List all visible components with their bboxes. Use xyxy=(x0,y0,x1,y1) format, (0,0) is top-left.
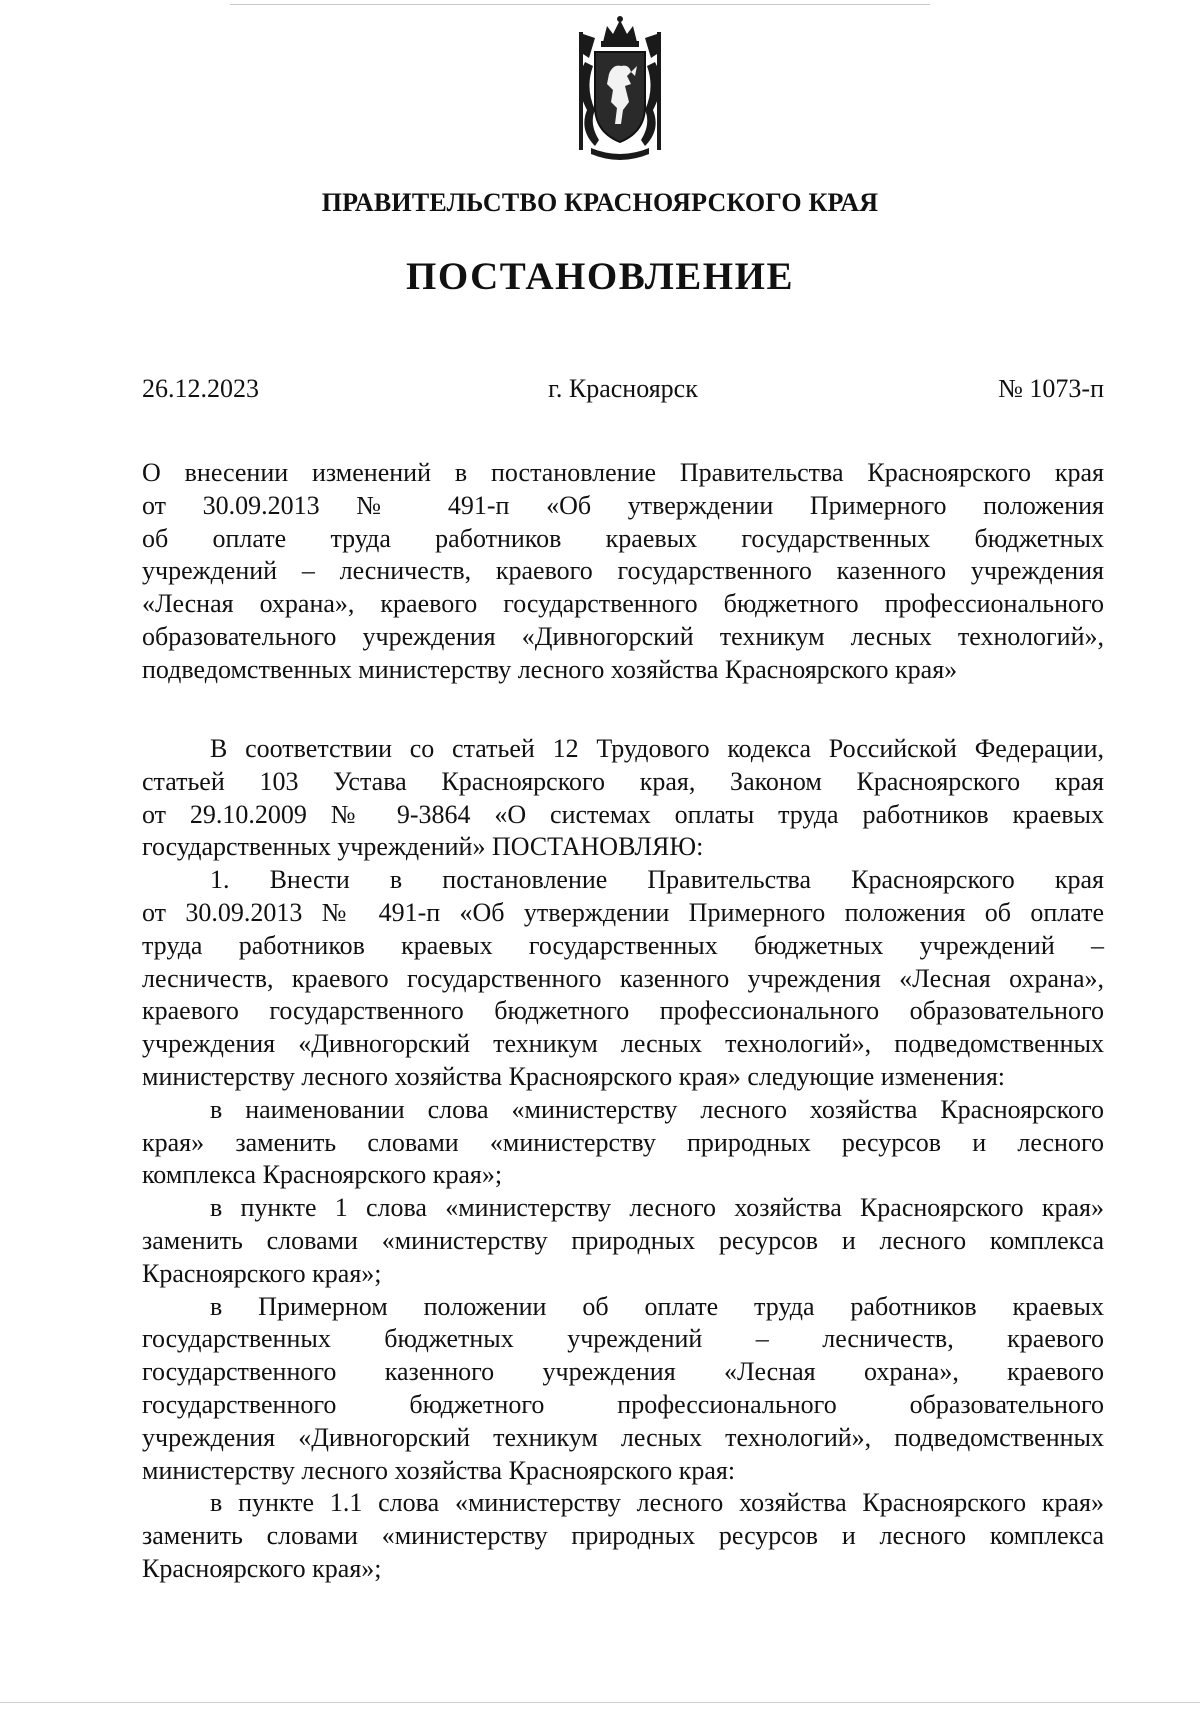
body-line: края» заменить словами «министерству природных ресурсов и лесного xyxy=(142,1127,1104,1157)
body-line: заменить словами «министерству природных ресурсов и лесного комплекса xyxy=(142,1225,1104,1255)
subject-line: образовательного учреждения «Дивногорский техникум лесных технологий», xyxy=(142,621,1104,651)
body-line: в пункте 1.1 слова «министерству лесного хозяйства Красноярского края» xyxy=(210,1488,1104,1518)
body-line: учреждения «Дивногорский техникум лесных технологий», подведомственных xyxy=(142,1029,1104,1059)
document-date: 26.12.2023 xyxy=(142,374,259,403)
scan-artifact-line xyxy=(230,4,930,5)
body-line: труда работников краевых государственных бюджетных учреждений – xyxy=(142,930,1104,960)
body-line: в Примерном положении об оплате труда работников краевых xyxy=(210,1291,1104,1321)
document-type-title: ПОСТАНОВЛЕНИЕ xyxy=(405,255,794,298)
body-line: Красноярского края»; xyxy=(142,1258,382,1288)
subject-line: О внесении изменений в постановление Правительства Красноярского края xyxy=(142,458,1104,487)
body-line: от 29.10.2009 № 9-3864 «О системах оплаты труда работников краевых xyxy=(142,799,1104,829)
document-number: № 1073-п xyxy=(998,374,1104,403)
body-line: в наименовании слова «министерству лесного хозяйства Красноярского xyxy=(210,1094,1104,1124)
scan-artifact-line xyxy=(0,1702,1200,1703)
krasnoyarsk-coat-of-arms-icon xyxy=(565,14,675,164)
body-line: от 30.09.2013 № 491-п «Об утверждении Примерного положения об оплате xyxy=(142,897,1104,927)
body-line: в пункте 1 слова «министерству лесного хозяйства Красноярского края» xyxy=(210,1193,1104,1223)
body-line: государственных учреждений» ПОСТАНОВЛЯЮ: xyxy=(142,832,704,862)
body-line: краевого государственного бюджетного профессионального образовательного xyxy=(142,996,1104,1026)
body-line: государственного бюджетного профессионального образовательного xyxy=(142,1389,1104,1419)
organization-name: ПРАВИТЕЛЬСТВО КРАСНОЯРСКОГО КРАЯ xyxy=(321,188,879,217)
body-line: учреждения «Дивногорский техникум лесных технологий», подведомственных xyxy=(142,1422,1104,1452)
body-line: государственного казенного учреждения «Лесная охрана», краевого xyxy=(142,1357,1104,1387)
subject-line: учреждений – лесничеств, краевого государственного казенного учреждения xyxy=(142,556,1104,586)
subject-line: подведомственных министерству лесного хозяйства Красноярского края» xyxy=(142,654,958,684)
subject-line: об оплате труда работников краевых государственных бюджетных xyxy=(142,523,1104,553)
document-city: г. Красноярск xyxy=(548,374,698,403)
document-meta-row xyxy=(142,374,1104,414)
subject-line: от 30.09.2013 № 491-п «Об утверждении Примерного положения xyxy=(142,490,1104,520)
document-body xyxy=(142,733,1104,1586)
body-line: статьей 103 Устава Красноярского края, Законом Красноярского края xyxy=(142,766,1104,796)
body-line: министерству лесного хозяйства Красноярского края» следующие изменения: xyxy=(142,1061,1006,1091)
body-line: министерству лесного хозяйства Красноярского края: xyxy=(142,1455,736,1485)
body-line: комплекса Красноярского края»; xyxy=(142,1160,503,1190)
body-line: В соответствии со статьей 12 Трудового кодекса Российской Федерации, xyxy=(210,734,1104,763)
body-line: лесничеств, краевого государственного казенного учреждения «Лесная охрана», xyxy=(142,963,1104,993)
body-line: заменить словами «министерству природных ресурсов и лесного комплекса xyxy=(142,1521,1104,1551)
document-subject xyxy=(142,457,1104,687)
subject-line: «Лесная охрана», краевого государственного бюджетного профессионального xyxy=(142,589,1104,619)
body-line: 1. Внести в постановление Правительства Красноярского края xyxy=(210,865,1104,895)
body-line: государственных бюджетных учреждений – лесничеств, краевого xyxy=(142,1324,1104,1354)
body-line: Красноярского края»; xyxy=(142,1553,382,1583)
